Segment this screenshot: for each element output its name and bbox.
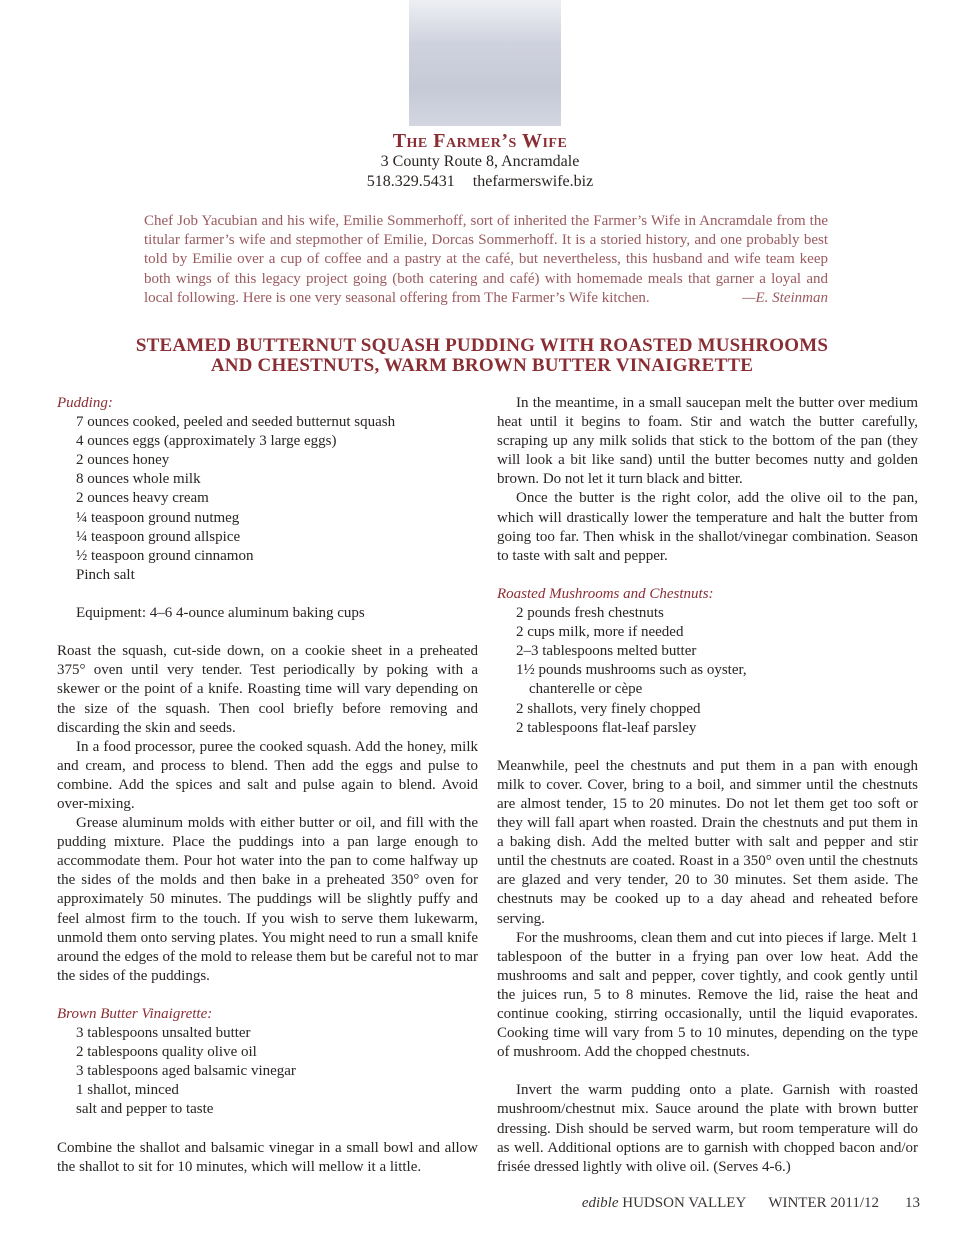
- instruction-paragraph: Once the butter is the right color, add the olive oil to the pan, which will drastically lower the temperature and halt the butter from going too far. Then whisk in the shallot/vinegar combination. Season to taste with salt and pepper.: [497, 490, 918, 564]
- instruction-paragraph: Meanwhile, peel the chestnuts and put them in a pan with enough milk to cover. Cover, bring to a boil, and simmer until the chestnuts are almost tender, 15 to 20 minutes. Do not let them get too soft or they will fall apart when roasted. Drain the chestnuts and put them in a baking dish. Add the melted butter with salt and pepper and stir until the chestnuts are coated. Roast in a 350° oven until the chestnuts are glazed and very tender, 20 to 30 minutes. Set them aside. The chestnuts may be cooked up to a day ahead and reheated before serving.: [497, 757, 918, 927]
- page-number: 13: [905, 1195, 920, 1211]
- recipe-title-line-1: STEAMED BUTTERNUT SQUASH PUDDING WITH ROASTED MUSHROOMS: [135, 335, 829, 356]
- ingredient-item: 2 pounds fresh chestnuts: [516, 605, 664, 622]
- ingredient-item: 8 ounces whole milk: [76, 471, 201, 488]
- ingredient-item: 3 tablespoons unsalted butter: [76, 1025, 251, 1042]
- restaurant-phone: 518.329.5431: [366, 173, 455, 190]
- ingredient-item: 2 ounces honey: [76, 452, 170, 469]
- instruction-paragraph: In a food processor, puree the cooked squash. Add the honey, milk and cream, and process to blend. Then add the eggs and pulse to combine. Add the spices and salt and pulse again to blend. Avoid over-mixing.: [57, 738, 478, 812]
- recipe-title-line-2: AND CHESTNUTS, WARM BROWN BUTTER VINAIGRETTE: [210, 355, 754, 376]
- instruction-paragraph: Roast the squash, cut-side down, on a cookie sheet in a preheated 375° oven until very tender. Test periodically by poking with a skewer or the point of a knife. Roasting time will vary depending on the size of the squash. Then cool briefly before removing and discarding the skin and seeds.: [57, 643, 478, 736]
- vinaigrette-section-title: Brown Butter Vinaigrette:: [57, 1006, 213, 1022]
- ingredient-item: 2 shallots, very finely chopped: [516, 700, 701, 717]
- restaurant-contact: [0, 172, 960, 192]
- ingredient-item: ¼ teaspoon ground allspice: [76, 528, 241, 545]
- ingredient-item: 2–3 tablespoons melted butter: [516, 643, 697, 660]
- restaurant-header: [0, 130, 960, 192]
- ingredient-item: 2 ounces heavy cream: [76, 490, 209, 507]
- instruction-paragraph: Combine the shallot and balsamic vinegar in a small bowl and allow the shallot to sit for 10 minutes, which will mellow it a little.: [57, 1139, 478, 1175]
- recipe-title: [110, 336, 854, 376]
- ingredient-item: 3 tablespoons aged balsamic vinegar: [76, 1063, 296, 1080]
- mushrooms-section-title: Roasted Mushrooms and Chestnuts:: [497, 585, 714, 602]
- ingredient-item: Pinch salt: [76, 566, 135, 583]
- instruction-paragraph: In the meantime, in a small saucepan melt the butter over medium heat until it begins to foam. Stir and watch the butter carefully, scraping up any milk solids that stick to the bottom of the pan (they will look a bit like sand) until the butter becomes nutty and golden brown. Do not let it turn black and bitter.: [497, 395, 918, 488]
- instruction-paragraph: For the mushrooms, clean them and cut into pieces if large. Melt 1 tablespoon of the butter in a frying pan over low heat. Add the mushrooms and salt and pepper, cover tightly, and cook gently until the juices run, 5 to 8 minutes. Remove the lid, raise the heat and continue cooking, stirring occasionally, until the liquid evaporates. Cooking time will vary from 5 to 10 minutes, depending on the type of mushroom. Add the chopped chestnuts.: [497, 929, 918, 1061]
- ingredient-item: ½ teaspoon ground cinnamon: [76, 547, 254, 564]
- footer-edible: edible: [581, 1195, 619, 1211]
- ingredient-item: 2 tablespoons flat-leaf parsley: [516, 719, 697, 736]
- instruction-paragraph: Grease aluminum molds with either butter or oil, and fill with the pudding mixture. Place the puddings into a pan large enough to accommodate them. Pour hot water into the pan to come halfway up the sides of the molds and then bake in a preheated 350° oven for approximately 50 minutes. The puddings will be slightly puffy and feel almost firm to the touch. If you wish to serve them lukewarm, unmold them onto serving plates. You might need to run a small knife around the edges of the mold to release them but be careful not to mar the sides of the puddings.: [57, 815, 478, 984]
- ingredient-item: salt and pepper to taste: [76, 1101, 214, 1118]
- ingredient-item: 2 tablespoons quality olive oil: [76, 1044, 257, 1061]
- ingredient-item: 2 cups milk, more if needed: [516, 624, 684, 641]
- restaurant-website[interactable]: thefarmerswife.biz: [472, 173, 594, 190]
- header-color-band: [409, 0, 561, 126]
- restaurant-name: The Farmer’s Wife: [392, 130, 568, 152]
- pudding-section-title: Pudding:: [57, 395, 113, 411]
- page-footer: [560, 1193, 920, 1213]
- footer-issue: WINTER 2011/12: [768, 1195, 879, 1211]
- restaurant-address: 3 County Route 8, Ancramdale: [380, 153, 580, 170]
- ingredient-item: chanterelle or cèpe: [529, 681, 643, 698]
- ingredient-item: ¼ teaspoon ground nutmeg: [76, 509, 240, 526]
- ingredient-item: 7 ounces cooked, peeled and seeded butternut squash: [76, 414, 396, 431]
- equipment-note: Equipment: 4–6 4-ounce aluminum baking cups: [76, 605, 365, 622]
- left-column: [57, 394, 478, 1177]
- intro-paragraph: [144, 212, 828, 308]
- footer-magazine: HUDSON VALLEY: [622, 1195, 747, 1211]
- serving-paragraph: Invert the warm pudding onto a plate. Garnish with roasted mushroom/chestnut mix. Sauce around the plate with brown butter dressing. Dish should be served warm, but room temperature will do as well. Additional options are to garnish with chopped bacon and/or frisée dressed lightly with olive oil. (Serves 4-6.): [497, 1082, 918, 1175]
- ingredient-item: 4 ounces eggs (approximately 3 large eggs): [76, 433, 337, 450]
- intro-text: Chef Job Yacubian and his wife, Emilie Sommerhoff, sort of inherited the Farmer’s Wife in Ancramdale from the titular farmer’s wife and stepmother of Emilie, Dorcas Sommerhoff. It is a storied history, and one probably best told by Emilie over a cup of coffee and a pastry at the café, but nevertheless, this husband and wife team keep both wings of this legacy project going (both catering and café) with homemade meals that garner a loyal and local following. Here is one very seasonal offering from The Farmer’s Wife kitchen.: [144, 213, 828, 306]
- ingredient-item: 1½ pounds mushrooms such as oyster,: [516, 662, 747, 679]
- right-column: [497, 394, 918, 1177]
- ingredient-item: 1 shallot, minced: [76, 1082, 179, 1099]
- intro-signature: —E. Steinman: [742, 289, 828, 306]
